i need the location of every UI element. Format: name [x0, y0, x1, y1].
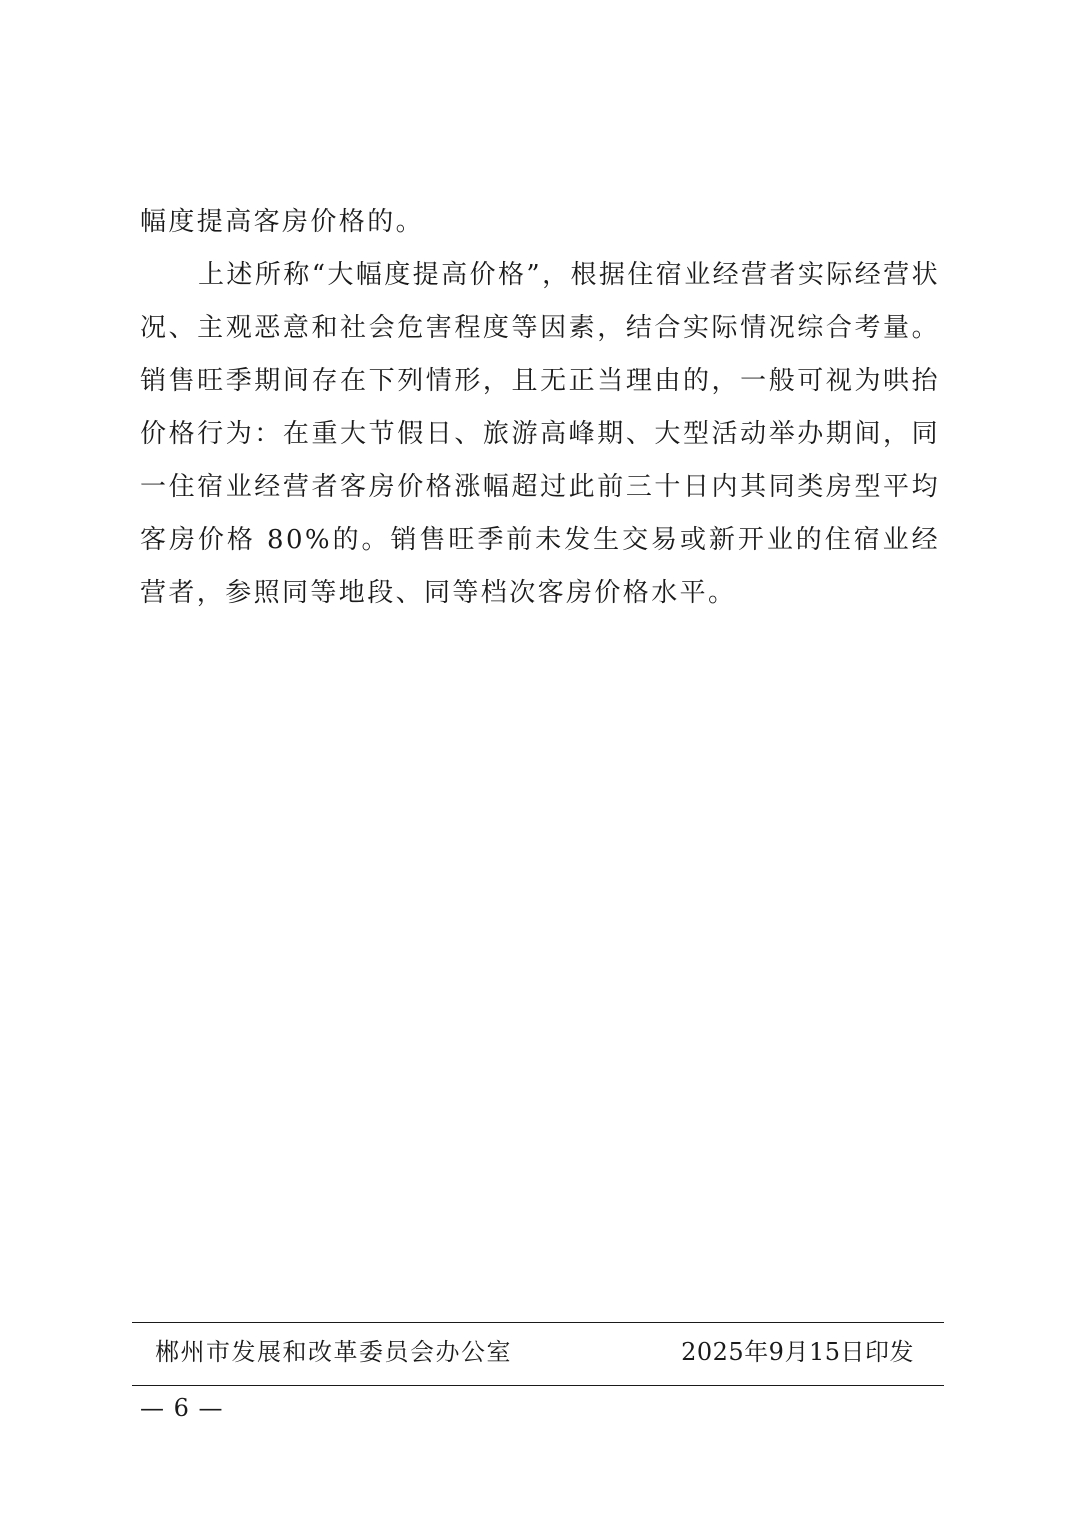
paragraph-definition: 上述所称“大幅度提高价格”，根据住宿业经营者实际经营状况、主观恶意和社会危害程度等因素，结合实际情况综合考量。销售旺季期间存在下列情形，且无正当理由的，一般可视为哄抬价格行为：在重大节假日、旅游高峰期、大型活动举办期间，同一住宿业经营者客房价格涨幅超过此前三十日内其同类房型平均客房价格 80%的。销售旺季前未发生交易或新开业的住宿业经营者，参照同等地段、同等档次客房价格水平。	[140, 260, 940, 608]
footer-issuer: 郴州市发展和改革委员会办公室	[155, 1338, 512, 1366]
paragraph-continuation: 幅度提高客房价格的。	[140, 207, 425, 237]
footer-top-rule	[132, 1322, 944, 1323]
footer-print-date: 2025年9月15日印发	[681, 1338, 914, 1366]
document-body	[140, 196, 940, 620]
footer-bottom-rule	[132, 1385, 944, 1386]
page-number: — 6 —	[140, 1394, 224, 1422]
